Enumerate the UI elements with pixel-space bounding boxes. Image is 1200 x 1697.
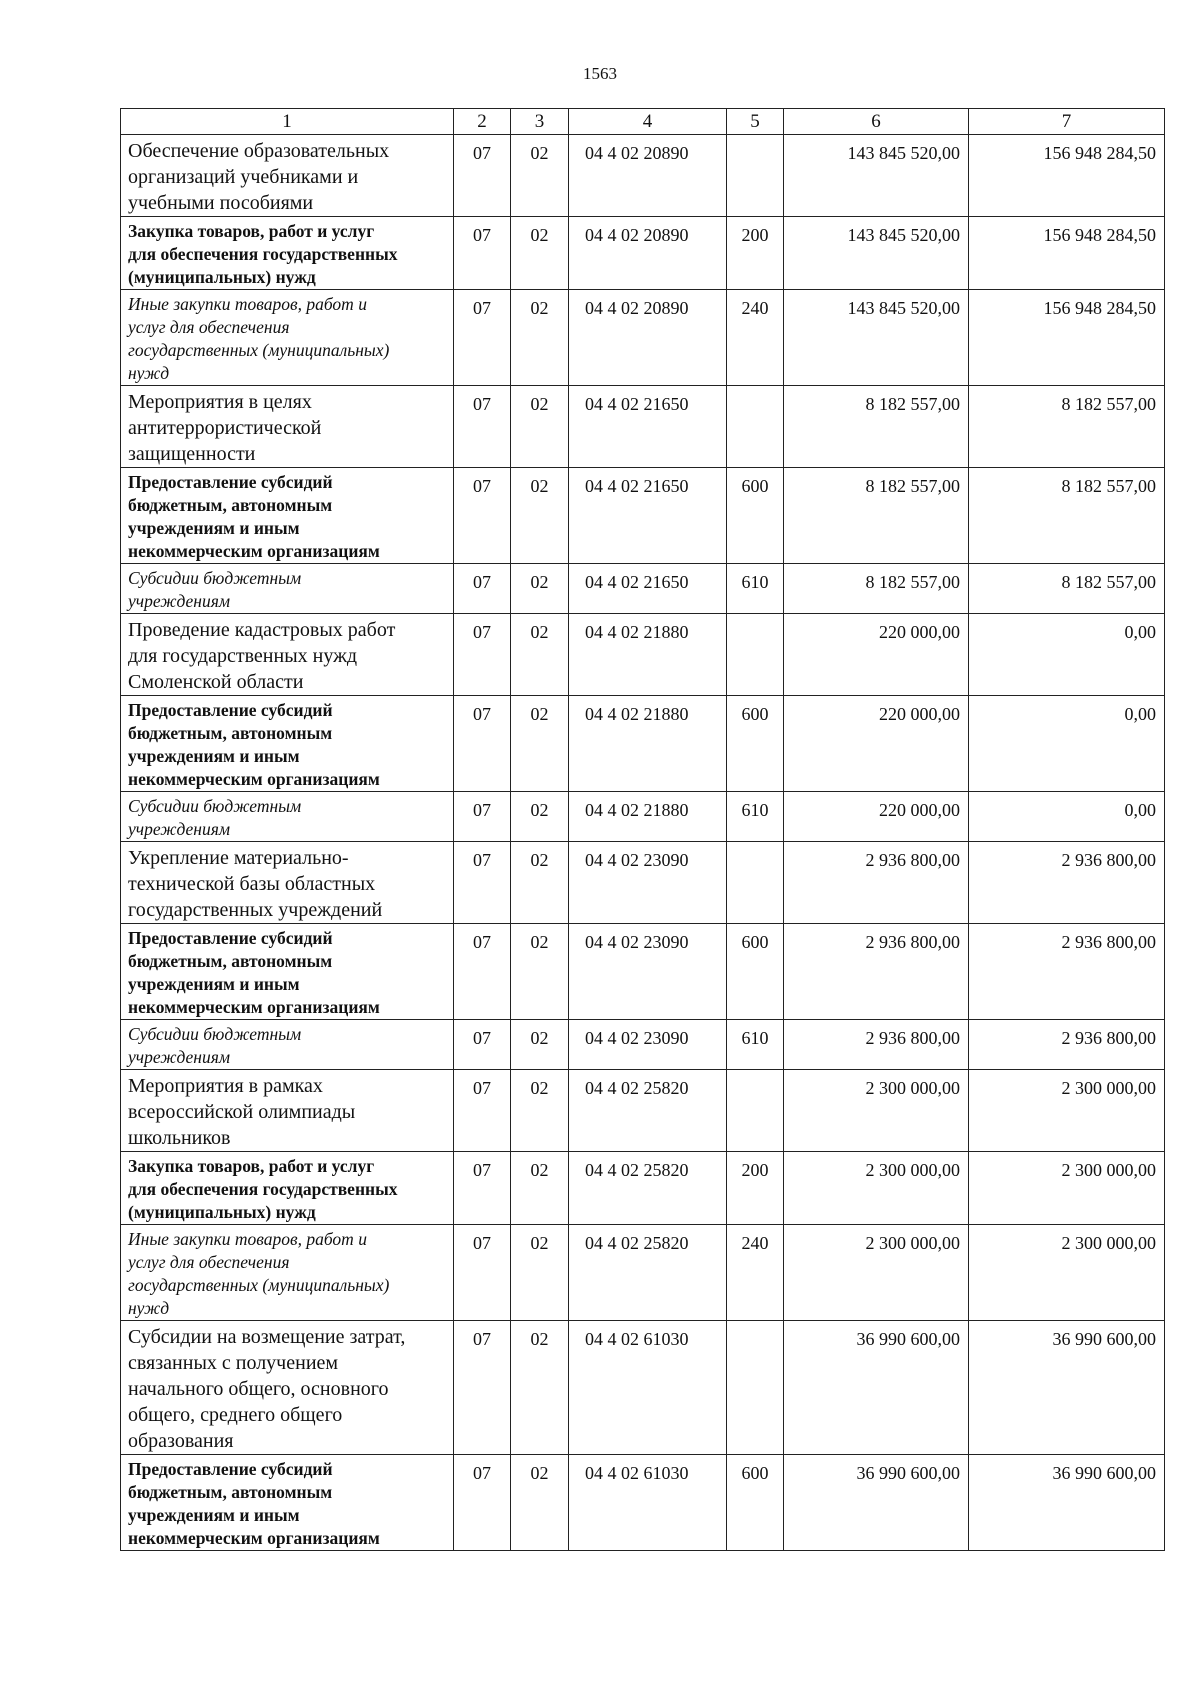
amount-cell: 2 300 000,00: [784, 1225, 969, 1321]
row-name-cell: [121, 614, 454, 696]
amount-cell: 2 300 000,00: [784, 1152, 969, 1225]
amount-cell: 2 300 000,00: [969, 1152, 1165, 1225]
row-name-line: Закупка товаров, работ и услуг: [128, 1156, 375, 1176]
amount-cell: 220 000,00: [784, 696, 969, 792]
row-name-line: Иные закупки товаров, работ и: [128, 1229, 367, 1249]
target-item-code-cell: 04 4 02 21880: [569, 614, 727, 696]
section-code-cell: 07: [454, 217, 511, 290]
row-name-line: некоммерческим организациям: [128, 769, 380, 789]
expense-type-code-cell: [727, 842, 784, 924]
expense-type-code-cell: 600: [727, 468, 784, 564]
row-name-line: учреждениям и иным: [128, 974, 300, 994]
column-header: 2: [454, 109, 511, 135]
row-name-cell: [121, 290, 454, 386]
amount-cell: 2 936 800,00: [784, 842, 969, 924]
amount-cell: 156 948 284,50: [969, 217, 1165, 290]
row-name-cell: [121, 1152, 454, 1225]
target-item-code-cell: 04 4 02 20890: [569, 217, 727, 290]
table-body: [121, 135, 1165, 1551]
table-row: [121, 1070, 1165, 1152]
row-name-line: учреждениям и иным: [128, 518, 300, 538]
amount-cell: 2 936 800,00: [969, 842, 1165, 924]
target-item-code-cell: 04 4 02 23090: [569, 924, 727, 1020]
row-name-line: учреждениям и иным: [128, 1505, 300, 1525]
column-header: 3: [511, 109, 569, 135]
amount-cell: 8 182 557,00: [784, 468, 969, 564]
target-item-code-cell: 04 4 02 21880: [569, 696, 727, 792]
row-name-line: государственных (муниципальных): [128, 340, 390, 360]
row-name-cell: [121, 1020, 454, 1070]
row-name-line: бюджетным, автономным: [128, 495, 333, 515]
row-name-line: Проведение кадастровых работ: [128, 619, 396, 641]
row-name-line: учреждениям: [128, 591, 231, 611]
row-name-cell: [121, 792, 454, 842]
amount-cell: 220 000,00: [784, 792, 969, 842]
row-name-line: Субсидии бюджетным: [128, 1024, 302, 1044]
subsection-code-cell: 02: [511, 1070, 569, 1152]
expense-type-code-cell: 610: [727, 1020, 784, 1070]
row-name-line: Смоленской области: [128, 671, 304, 693]
row-name-line: всероссийской олимпиады: [128, 1101, 356, 1123]
amount-cell: 2 936 800,00: [969, 1020, 1165, 1070]
table-row: [121, 564, 1165, 614]
subsection-code-cell: 02: [511, 1455, 569, 1551]
target-item-code-cell: 04 4 02 25820: [569, 1070, 727, 1152]
section-code-cell: 07: [454, 290, 511, 386]
row-name-line: учреждениям: [128, 819, 231, 839]
table-row: [121, 386, 1165, 468]
section-code-cell: 07: [454, 1020, 511, 1070]
amount-cell: 0,00: [969, 614, 1165, 696]
amount-cell: 2 300 000,00: [969, 1225, 1165, 1321]
subsection-code-cell: 02: [511, 1020, 569, 1070]
target-item-code-cell: 04 4 02 23090: [569, 1020, 727, 1070]
table-row: [121, 468, 1165, 564]
subsection-code-cell: 02: [511, 290, 569, 386]
subsection-code-cell: 02: [511, 386, 569, 468]
target-item-code-cell: 04 4 02 61030: [569, 1321, 727, 1455]
expense-type-code-cell: 200: [727, 217, 784, 290]
subsection-code-cell: 02: [511, 792, 569, 842]
row-name-cell: [121, 924, 454, 1020]
amount-cell: 2 936 800,00: [784, 1020, 969, 1070]
table-row: [121, 290, 1165, 386]
section-code-cell: 07: [454, 1225, 511, 1321]
row-name-line: учреждениям: [128, 1047, 231, 1067]
subsection-code-cell: 02: [511, 614, 569, 696]
amount-cell: 143 845 520,00: [784, 135, 969, 217]
row-name-line: некоммерческим организациям: [128, 541, 380, 561]
expense-type-code-cell: 600: [727, 924, 784, 1020]
row-name-cell: [121, 1225, 454, 1321]
row-name-line: Субсидии бюджетным: [128, 796, 302, 816]
budget-table: [120, 108, 1165, 1551]
row-name-cell: [121, 468, 454, 564]
expense-type-code-cell: [727, 1070, 784, 1152]
row-name-line: некоммерческим организациям: [128, 1528, 380, 1548]
target-item-code-cell: 04 4 02 25820: [569, 1152, 727, 1225]
row-name-cell: [121, 564, 454, 614]
row-name-line: нужд: [128, 1298, 170, 1318]
row-name-cell: [121, 217, 454, 290]
row-name-line: бюджетным, автономным: [128, 723, 333, 743]
amount-cell: 36 990 600,00: [969, 1455, 1165, 1551]
column-header: 7: [969, 109, 1165, 135]
amount-cell: 8 182 557,00: [969, 386, 1165, 468]
section-code-cell: 07: [454, 792, 511, 842]
section-code-cell: 07: [454, 135, 511, 217]
amount-cell: 143 845 520,00: [784, 290, 969, 386]
amount-cell: 2 300 000,00: [969, 1070, 1165, 1152]
row-name-line: Предоставление субсидий: [128, 700, 333, 720]
section-code-cell: 07: [454, 1455, 511, 1551]
row-name-line: защищенности: [128, 443, 256, 465]
table-row: [121, 217, 1165, 290]
section-code-cell: 07: [454, 564, 511, 614]
subsection-code-cell: 02: [511, 924, 569, 1020]
row-name-line: Мероприятия в рамках: [128, 1075, 323, 1097]
table-row: [121, 1020, 1165, 1070]
table-row: [121, 792, 1165, 842]
table-row: [121, 1321, 1165, 1455]
amount-cell: 0,00: [969, 792, 1165, 842]
amount-cell: 8 182 557,00: [784, 564, 969, 614]
row-name-line: государственных (муниципальных): [128, 1275, 390, 1295]
row-name-line: антитеррористической: [128, 417, 322, 439]
subsection-code-cell: 02: [511, 696, 569, 792]
row-name-line: Субсидии на возмещение затрат,: [128, 1326, 406, 1348]
table-row: [121, 1225, 1165, 1321]
amount-cell: 36 990 600,00: [784, 1321, 969, 1455]
row-name-line: для государственных нужд: [128, 645, 358, 667]
column-header: 6: [784, 109, 969, 135]
expense-type-code-cell: 240: [727, 290, 784, 386]
table-row: [121, 1455, 1165, 1551]
expense-type-code-cell: 600: [727, 1455, 784, 1551]
row-name-line: Иные закупки товаров, работ и: [128, 294, 367, 314]
row-name-line: для обеспечения государственных: [128, 244, 398, 264]
subsection-code-cell: 02: [511, 1152, 569, 1225]
column-header: 1: [121, 109, 454, 135]
expense-type-code-cell: [727, 135, 784, 217]
section-code-cell: 07: [454, 614, 511, 696]
target-item-code-cell: 04 4 02 20890: [569, 135, 727, 217]
amount-cell: 156 948 284,50: [969, 290, 1165, 386]
amount-cell: 156 948 284,50: [969, 135, 1165, 217]
expense-type-code-cell: [727, 386, 784, 468]
subsection-code-cell: 02: [511, 1225, 569, 1321]
row-name-line: Предоставление субсидий: [128, 928, 333, 948]
target-item-code-cell: 04 4 02 61030: [569, 1455, 727, 1551]
row-name-line: общего, среднего общего: [128, 1404, 343, 1426]
row-name-line: связанных с получением: [128, 1352, 339, 1374]
expense-type-code-cell: [727, 614, 784, 696]
table-row: [121, 1152, 1165, 1225]
row-name-line: (муниципальных) нужд: [128, 1202, 316, 1222]
expense-type-code-cell: 240: [727, 1225, 784, 1321]
section-code-cell: 07: [454, 1152, 511, 1225]
section-code-cell: 07: [454, 924, 511, 1020]
amount-cell: 8 182 557,00: [784, 386, 969, 468]
section-code-cell: 07: [454, 696, 511, 792]
section-code-cell: 07: [454, 1321, 511, 1455]
row-name-line: услуг для обеспечения: [128, 1252, 290, 1272]
table-header-row: [121, 109, 1165, 135]
target-item-code-cell: 04 4 02 21880: [569, 792, 727, 842]
row-name-line: для обеспечения государственных: [128, 1179, 398, 1199]
expense-type-code-cell: [727, 1321, 784, 1455]
row-name-line: Мероприятия в целях: [128, 391, 312, 413]
row-name-line: государственных учреждений: [128, 899, 383, 921]
amount-cell: 36 990 600,00: [784, 1455, 969, 1551]
subsection-code-cell: 02: [511, 1321, 569, 1455]
row-name-line: Предоставление субсидий: [128, 472, 333, 492]
section-code-cell: 07: [454, 468, 511, 564]
row-name-line: бюджетным, автономным: [128, 951, 333, 971]
target-item-code-cell: 04 4 02 23090: [569, 842, 727, 924]
row-name-cell: [121, 1321, 454, 1455]
row-name-cell: [121, 135, 454, 217]
section-code-cell: 07: [454, 386, 511, 468]
row-name-line: (муниципальных) нужд: [128, 267, 316, 287]
row-name-line: учебными пособиями: [128, 192, 314, 214]
target-item-code-cell: 04 4 02 21650: [569, 386, 727, 468]
row-name-line: школьников: [128, 1127, 231, 1149]
row-name-cell: [121, 1455, 454, 1551]
page-number: 1563: [583, 64, 617, 83]
row-name-cell: [121, 696, 454, 792]
expense-type-code-cell: 610: [727, 792, 784, 842]
row-name-line: Закупка товаров, работ и услуг: [128, 221, 375, 241]
amount-cell: 36 990 600,00: [969, 1321, 1165, 1455]
row-name-cell: [121, 842, 454, 924]
row-name-line: учреждениям и иным: [128, 746, 300, 766]
amount-cell: 8 182 557,00: [969, 468, 1165, 564]
expense-type-code-cell: 600: [727, 696, 784, 792]
row-name-line: Обеспечение образовательных: [128, 140, 390, 162]
target-item-code-cell: 04 4 02 25820: [569, 1225, 727, 1321]
expense-type-code-cell: 200: [727, 1152, 784, 1225]
row-name-line: начального общего, основного: [128, 1378, 389, 1400]
row-name-line: образования: [128, 1430, 234, 1452]
subsection-code-cell: 02: [511, 564, 569, 614]
row-name-cell: [121, 1070, 454, 1152]
subsection-code-cell: 02: [511, 217, 569, 290]
column-header: 4: [569, 109, 727, 135]
target-item-code-cell: 04 4 02 20890: [569, 290, 727, 386]
column-header: 5: [727, 109, 784, 135]
section-code-cell: 07: [454, 1070, 511, 1152]
amount-cell: 2 936 800,00: [784, 924, 969, 1020]
row-name-line: Укрепление материально-: [128, 847, 349, 869]
row-name-cell: [121, 386, 454, 468]
subsection-code-cell: 02: [511, 842, 569, 924]
table-row: [121, 842, 1165, 924]
row-name-line: нужд: [128, 363, 170, 383]
row-name-line: технической базы областных: [128, 873, 376, 895]
row-name-line: Субсидии бюджетным: [128, 568, 302, 588]
row-name-line: организаций учебниками и: [128, 166, 359, 188]
row-name-line: услуг для обеспечения: [128, 317, 290, 337]
row-name-line: бюджетным, автономным: [128, 1482, 333, 1502]
amount-cell: 2 936 800,00: [969, 924, 1165, 1020]
table-row: [121, 614, 1165, 696]
amount-cell: 8 182 557,00: [969, 564, 1165, 614]
expense-type-code-cell: 610: [727, 564, 784, 614]
amount-cell: 2 300 000,00: [784, 1070, 969, 1152]
amount-cell: 220 000,00: [784, 614, 969, 696]
row-name-line: Предоставление субсидий: [128, 1459, 333, 1479]
table-row: [121, 696, 1165, 792]
target-item-code-cell: 04 4 02 21650: [569, 564, 727, 614]
section-code-cell: 07: [454, 842, 511, 924]
amount-cell: 143 845 520,00: [784, 217, 969, 290]
row-name-line: некоммерческим организациям: [128, 997, 380, 1017]
subsection-code-cell: 02: [511, 468, 569, 564]
table-row: [121, 135, 1165, 217]
subsection-code-cell: 02: [511, 135, 569, 217]
table-row: [121, 924, 1165, 1020]
target-item-code-cell: 04 4 02 21650: [569, 468, 727, 564]
amount-cell: 0,00: [969, 696, 1165, 792]
